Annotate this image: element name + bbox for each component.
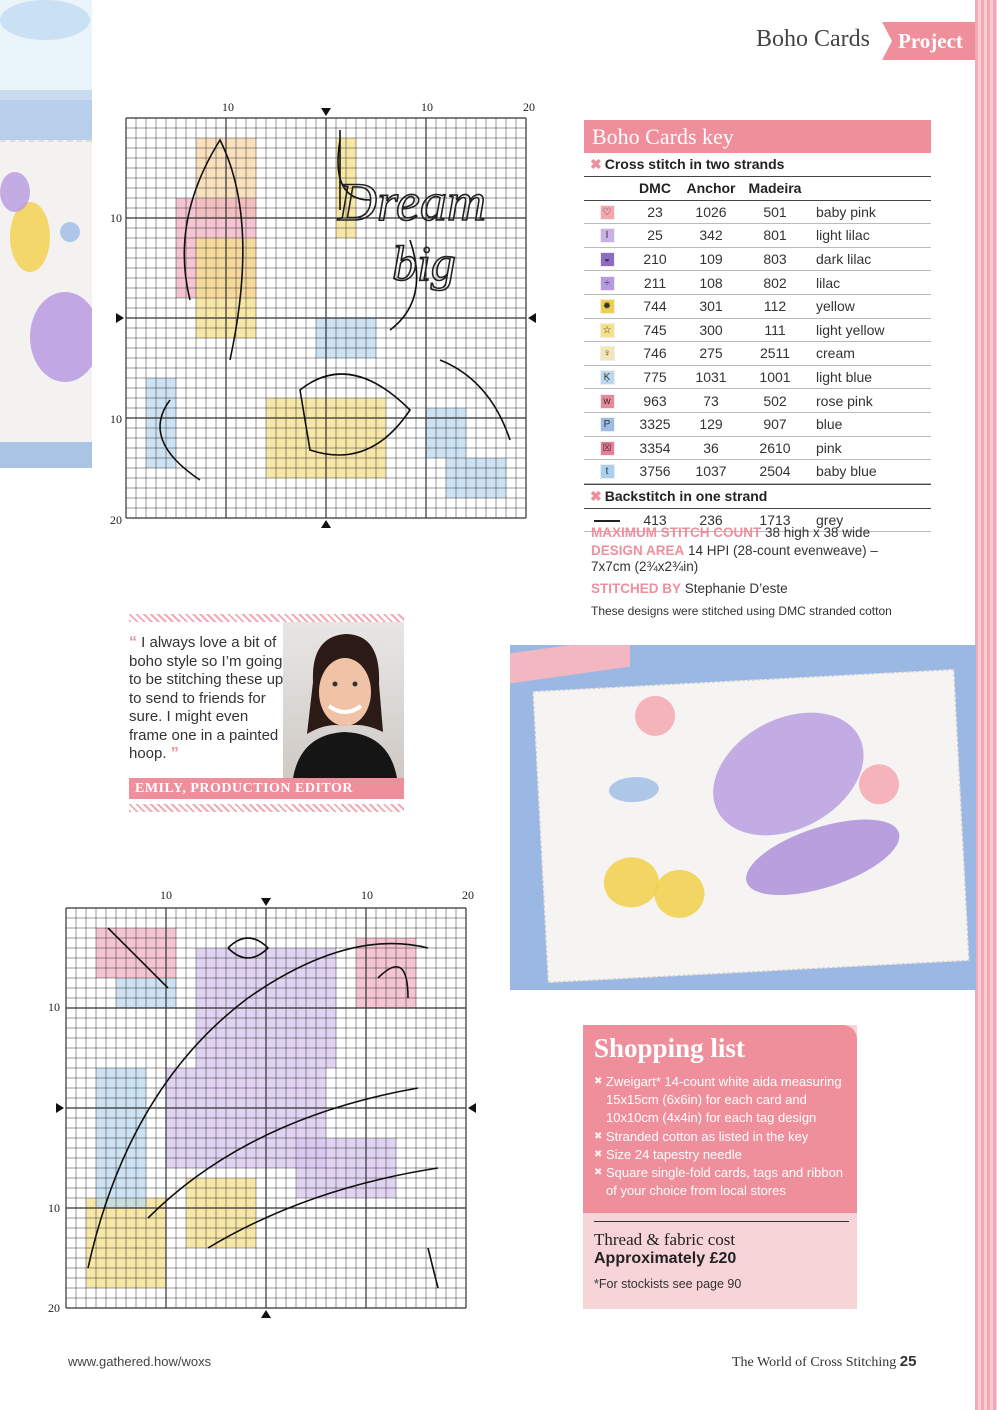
thread-symbol-icon: w	[600, 394, 615, 409]
dmc-code: 3756	[630, 460, 680, 484]
symbol-icon	[584, 389, 630, 413]
thread-symbol-icon: ♀	[600, 346, 615, 361]
stitched-by-label: STITCHED BY	[591, 581, 682, 596]
key-row	[584, 294, 931, 318]
madeira-code: 801	[742, 224, 808, 248]
list-item: ✖ Zweigart* 14-count white aida measuring 15x15cm (6x6in) for each card and 10x10cm (4x4in) for each tag design	[594, 1073, 849, 1128]
stitched-aida-right	[533, 669, 970, 983]
key-title: Boho Cards key	[584, 120, 931, 153]
thread-symbol-icon: ♡	[600, 205, 615, 220]
axis-top-label: 20	[462, 888, 474, 902]
symbol-icon	[584, 436, 630, 460]
cross-stitch-heading	[584, 153, 931, 177]
chart-dream-text: Dream	[338, 172, 486, 232]
thread-name: yellow	[808, 294, 931, 318]
thread-symbol-icon: ☆	[600, 323, 615, 338]
axis-left-label: 10	[110, 211, 122, 225]
dmc-code: 413	[630, 509, 680, 532]
thread-symbol-icon: ÷	[600, 276, 615, 291]
axis-left-label: 20	[110, 513, 122, 527]
quote-border-top	[129, 614, 404, 622]
design-area	[591, 543, 911, 575]
thread-symbol-icon: P	[600, 417, 615, 432]
key-row	[584, 247, 931, 271]
anchor-code: 129	[680, 412, 742, 436]
dmc-code: 744	[630, 294, 680, 318]
madeira-code: 802	[742, 271, 808, 295]
key-row	[584, 318, 931, 342]
cost-value: Approximately £20	[594, 1250, 737, 1267]
quote-attribution: EMILY, PRODUCTION EDITOR	[129, 778, 404, 799]
open-quote-mark: “	[129, 634, 137, 651]
page-edge-stripe	[975, 0, 997, 1410]
dmc-code: 23	[630, 200, 680, 224]
axis-top-label: 10	[222, 100, 234, 114]
cross-icon: ✖	[590, 487, 602, 504]
thread-note: These designs were stitched using DMC stranded cotton	[591, 604, 892, 618]
chart-big-text: big	[392, 235, 456, 291]
quote-border-bottom	[129, 804, 404, 812]
magazine-name: The World of Cross Stitching	[732, 1355, 897, 1370]
stitch-count-value: 38 high x 38 wide	[765, 525, 871, 540]
card-photo-right	[510, 645, 976, 990]
anchor-code: 275	[680, 342, 742, 366]
stitch-count	[591, 525, 911, 541]
dmc-code: 745	[630, 318, 680, 342]
symbol-icon	[584, 247, 630, 271]
dmc-code: 775	[630, 365, 680, 389]
footer-magazine	[732, 1353, 916, 1371]
symbol-icon	[584, 224, 630, 248]
page-number: 25	[899, 1353, 917, 1370]
stitch-count-label: MAXIMUM STITCH COUNT	[591, 525, 762, 540]
anchor-code: 109	[680, 247, 742, 271]
anchor-code: 301	[680, 294, 742, 318]
thread-symbol-icon: t	[600, 464, 615, 479]
axis-top-label: 10	[421, 100, 433, 114]
thread-symbol-icon: ☒	[600, 441, 615, 456]
stitched-by	[591, 581, 911, 597]
axis-left-label: 10	[48, 1000, 60, 1014]
thread-name: blue	[808, 412, 931, 436]
section-tab: Project	[882, 22, 975, 60]
anchor-code: 36	[680, 436, 742, 460]
cross-stitch-label: Cross stitch in two strands	[604, 156, 785, 172]
madeira-code: 501	[742, 200, 808, 224]
symbol-icon	[584, 342, 630, 366]
feather-rose-chart	[48, 888, 488, 1328]
dmc-code: 3325	[630, 412, 680, 436]
thread-name: baby blue	[808, 460, 931, 484]
key-row	[584, 342, 931, 366]
col-dmc: DMC	[630, 177, 680, 200]
anchor-code: 108	[680, 271, 742, 295]
thread-name: light lilac	[808, 224, 931, 248]
shopping-list-panel	[583, 1025, 857, 1309]
dream-big-chart	[110, 100, 550, 530]
key-row	[584, 365, 931, 389]
key-row	[584, 271, 931, 295]
key-row	[584, 200, 931, 224]
thread-name: dark lilac	[808, 247, 931, 271]
madeira-code: 1713	[742, 509, 808, 532]
madeira-code: 1001	[742, 365, 808, 389]
page-section-title: Boho Cards	[756, 26, 870, 52]
madeira-code: 907	[742, 412, 808, 436]
madeira-code: 502	[742, 389, 808, 413]
anchor-code: 1037	[680, 460, 742, 484]
madeira-code: 2610	[742, 436, 808, 460]
close-quote-mark: ”	[170, 745, 179, 762]
col-anchor: Anchor	[680, 177, 742, 200]
card-photo-left	[0, 0, 92, 468]
key-table	[584, 177, 931, 484]
madeira-code: 111	[742, 318, 808, 342]
key-row	[584, 412, 931, 436]
anchor-code: 1026	[680, 200, 742, 224]
shopping-list-title: Shopping list	[594, 1033, 745, 1063]
thread-name: pink	[808, 436, 931, 460]
thread-symbol-icon: ✹	[600, 299, 615, 314]
symbol-icon	[584, 294, 630, 318]
key-row	[584, 224, 931, 248]
dmc-code: 211	[630, 271, 680, 295]
axis-left-label: 10	[110, 412, 122, 426]
madeira-code: 2504	[742, 460, 808, 484]
madeira-code: 2511	[742, 342, 808, 366]
stitched-by-value: Stephanie D’este	[684, 581, 788, 596]
dmc-code: 746	[630, 342, 680, 366]
madeira-code: 803	[742, 247, 808, 271]
cross-icon: ✖	[590, 156, 602, 172]
design-area-value: 14 HPI (28-count evenweave) –	[688, 543, 878, 558]
editor-portrait	[283, 622, 404, 778]
anchor-code: 300	[680, 318, 742, 342]
symbol-icon	[584, 318, 630, 342]
footer-url[interactable]: www.gathered.how/woxs	[68, 1354, 212, 1369]
list-item: ✖ Stranded cotton as listed in the key	[594, 1128, 849, 1146]
stockists-note: *For stockists see page 90	[594, 1277, 742, 1291]
thread-symbol-icon: ◒	[600, 252, 615, 267]
symbol-icon	[584, 365, 630, 389]
axis-top-label: 10	[160, 888, 172, 902]
anchor-code: 73	[680, 389, 742, 413]
backstitch-label: Backstitch in one strand	[604, 487, 768, 504]
design-area-size: 7x7cm (2¾x2¾in)	[591, 559, 699, 574]
thread-name: lilac	[808, 271, 931, 295]
editor-quote	[129, 634, 289, 764]
thread-symbol-icon: I	[600, 228, 615, 243]
key-row	[584, 460, 931, 484]
key-row	[584, 436, 931, 460]
anchor-code: 342	[680, 224, 742, 248]
symbol-icon	[584, 460, 630, 484]
thread-name: light yellow	[808, 318, 931, 342]
dmc-code: 25	[630, 224, 680, 248]
backstitch-heading	[584, 484, 931, 509]
cost-block	[594, 1221, 849, 1268]
quote-body: I always love a bit of boho style so I’m going to be stitching these up to send to friends for sure. I might even frame one in a painted hoop.	[129, 634, 284, 762]
anchor-code: 236	[680, 509, 742, 532]
axis-top-label: 20	[523, 100, 535, 114]
thread-name: cream	[808, 342, 931, 366]
thread-name: rose pink	[808, 389, 931, 413]
key-header-row	[584, 177, 931, 200]
thread-key	[584, 120, 931, 532]
design-area-label: DESIGN AREA	[591, 543, 685, 558]
shopping-items	[594, 1073, 849, 1200]
symbol-icon	[584, 271, 630, 295]
madeira-code: 112	[742, 294, 808, 318]
dmc-code: 3354	[630, 436, 680, 460]
cost-label: Thread & fabric cost	[594, 1230, 736, 1249]
thread-name: grey	[808, 509, 931, 532]
key-row	[584, 389, 931, 413]
col-madeira: Madeira	[742, 177, 808, 200]
dmc-code: 210	[630, 247, 680, 271]
thread-name: baby pink	[808, 200, 931, 224]
axis-top-label: 10	[361, 888, 373, 902]
list-item: ✖ Size 24 tapestry needle	[594, 1146, 849, 1164]
axis-left-label: 10	[48, 1201, 60, 1215]
stitched-aida-left	[0, 140, 92, 442]
symbol-icon	[584, 200, 630, 224]
anchor-code: 1031	[680, 365, 742, 389]
thread-name: light blue	[808, 365, 931, 389]
axis-left-label: 20	[48, 1301, 60, 1315]
dmc-code: 963	[630, 389, 680, 413]
list-item: ✖ Square single-fold cards, tags and ribbon of your choice from local stores	[594, 1164, 849, 1200]
symbol-icon	[584, 412, 630, 436]
thread-symbol-icon: Ķ	[600, 370, 615, 385]
